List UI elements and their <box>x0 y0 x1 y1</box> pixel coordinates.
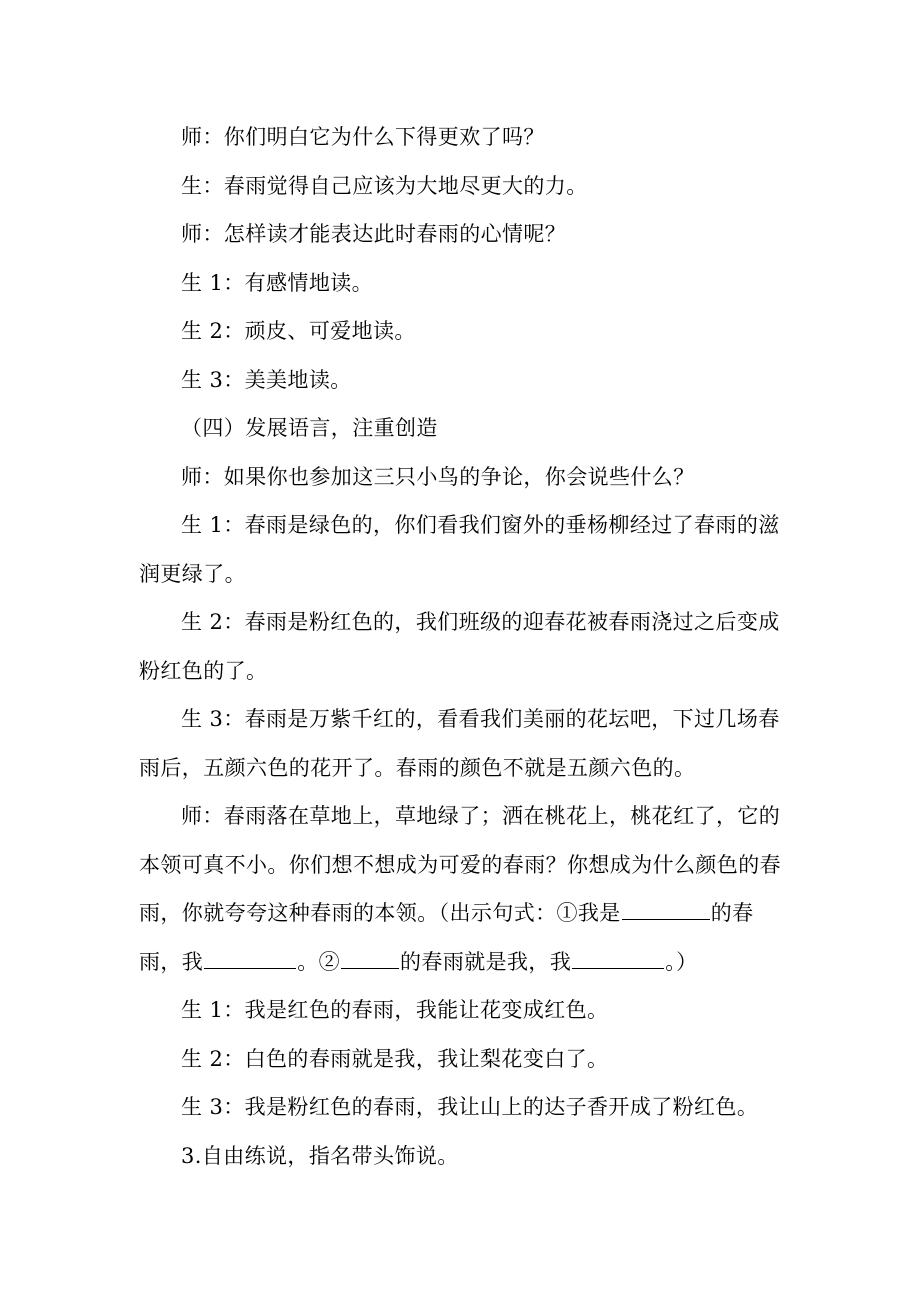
document-page <box>139 113 781 1180</box>
fill-in-paragraph <box>139 792 781 986</box>
paragraph: 生 1：我是红色的春雨，我能让花变成红色。 <box>181 998 609 1022</box>
fill-blank <box>572 950 664 969</box>
fill-text-4: 的春雨就是我，我 <box>400 949 572 974</box>
fill-text-3: 。② <box>297 949 341 974</box>
fill-blank <box>622 901 710 920</box>
paragraph: 生 2：白色的春雨就是我，我让梨花变白了。 <box>181 1046 609 1071</box>
paragraph: 师：怎样读才能表达此时春雨的心情呢？ <box>181 222 567 246</box>
paragraph: 3.自由练说，指名带头饰说。 <box>181 1143 459 1168</box>
paragraph: 师：你们明白它为什么下得更欢了吗？ <box>181 125 545 149</box>
fill-text-5: 。） <box>665 949 698 974</box>
paragraph: 生：春雨觉得自己应该为大地尽更大的力。 <box>181 173 588 198</box>
paragraph: 生 2：春雨是粉红色的，我们班级的迎春花被春雨浇过之后变成粉红色的了。 <box>139 610 780 683</box>
fill-blank <box>204 950 296 969</box>
fill-blank <box>341 950 399 969</box>
paragraph: 生 2：顽皮、可爱地读。 <box>181 319 416 343</box>
paragraph: 生 1：春雨是绿色的，你们看我们窗外的垂杨柳经过了春雨的滋润更绿了。 <box>139 513 780 586</box>
paragraph: 师：如果你也参加这三只小鸟的争论，你会说些什么？ <box>181 464 695 489</box>
fill-text-1: 师：春雨落在草地上，草地绿了；洒在桃花上，桃花红了，它的本领可真不小。你们想不想成为可爱的春雨？你想成为什么颜色的春雨，你就夸夸这种春雨的本领。（出示句式：①我是 <box>139 804 781 925</box>
paragraph: 生 3：我是粉红色的春雨，我让山上的达子香开成了粉红色。 <box>181 1095 759 1119</box>
paragraph: 生 1：有感情地读。 <box>181 270 374 295</box>
section-heading: （四）发展语言，注重创造 <box>181 416 438 440</box>
paragraph: 生 3：美美地读。 <box>181 367 352 392</box>
fill-text-2: 的春雨，我 <box>139 901 754 974</box>
paragraph: 生 3：春雨是万紫千红的，看看我们美丽的花坛吧，下过几场春雨后，五颜六色的花开了。春雨的颜色不就是五颜六色的。 <box>139 707 780 780</box>
